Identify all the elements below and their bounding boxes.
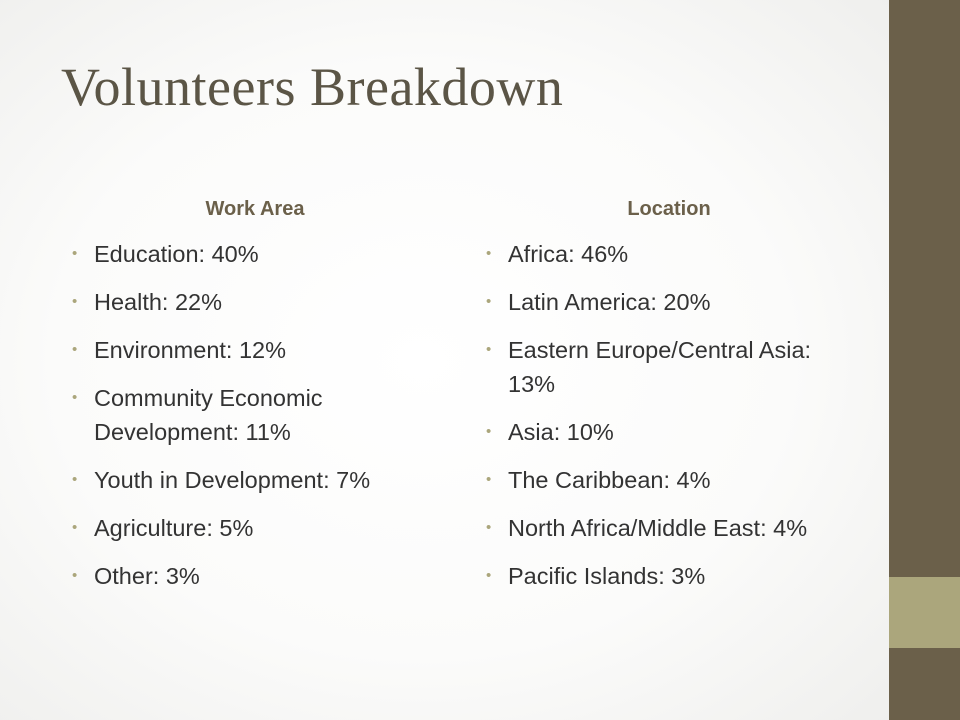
work-area-list [72, 237, 438, 593]
list-item-text: Latin America: 20% [508, 289, 711, 315]
list-item-text: North Africa/Middle East: 4% [508, 515, 808, 541]
list-item-text: Eastern Europe/Central Asia: 13% [508, 337, 812, 397]
bullet-icon: • [486, 341, 492, 358]
list-item [486, 511, 852, 545]
list-item [486, 463, 852, 497]
side-accent-block [889, 577, 960, 648]
list-item-text: Education: 40% [94, 241, 259, 267]
list-item-text: Community Economic Development: 11% [94, 385, 323, 445]
bullet-icon: • [72, 341, 78, 358]
location-heading: Location [627, 198, 711, 220]
bullet-icon: • [72, 293, 78, 310]
list-item [72, 285, 438, 319]
list-item [72, 237, 438, 271]
list-item [72, 511, 438, 545]
list-item-text: Youth in Development: 7% [94, 467, 371, 493]
location-list [486, 237, 852, 593]
list-item-text: Africa: 46% [508, 241, 629, 267]
work-area-column [72, 196, 438, 607]
list-item [486, 415, 852, 449]
list-item [486, 559, 852, 593]
bullet-icon: • [72, 471, 78, 488]
bullet-icon: • [72, 389, 78, 406]
bullet-icon: • [486, 567, 492, 584]
bullet-icon: • [486, 245, 492, 262]
bullet-icon: • [486, 471, 492, 488]
location-column [486, 196, 852, 607]
list-item [72, 463, 438, 497]
slide-title: Volunteers Breakdown [61, 57, 564, 117]
list-item-text: Health: 22% [94, 289, 223, 315]
list-item-text: Asia: 10% [508, 419, 614, 445]
bullet-icon: • [486, 293, 492, 310]
bullet-icon: • [72, 245, 78, 262]
bullet-icon: • [486, 519, 492, 536]
work-area-heading: Work Area [205, 198, 305, 220]
bullet-icon: • [486, 423, 492, 440]
list-item-text: Pacific Islands: 3% [508, 563, 706, 589]
list-item-text: The Caribbean: 4% [508, 467, 711, 493]
list-item-text: Agriculture: 5% [94, 515, 254, 541]
list-item [72, 559, 438, 593]
list-item [486, 237, 852, 271]
list-item [486, 285, 852, 319]
bullet-icon: • [72, 519, 78, 536]
list-item-text: Other: 3% [94, 563, 200, 589]
list-item [486, 333, 852, 401]
list-item [72, 333, 438, 367]
list-item-text: Environment: 12% [94, 337, 287, 363]
list-item [72, 381, 438, 449]
bullet-icon: • [72, 567, 78, 584]
